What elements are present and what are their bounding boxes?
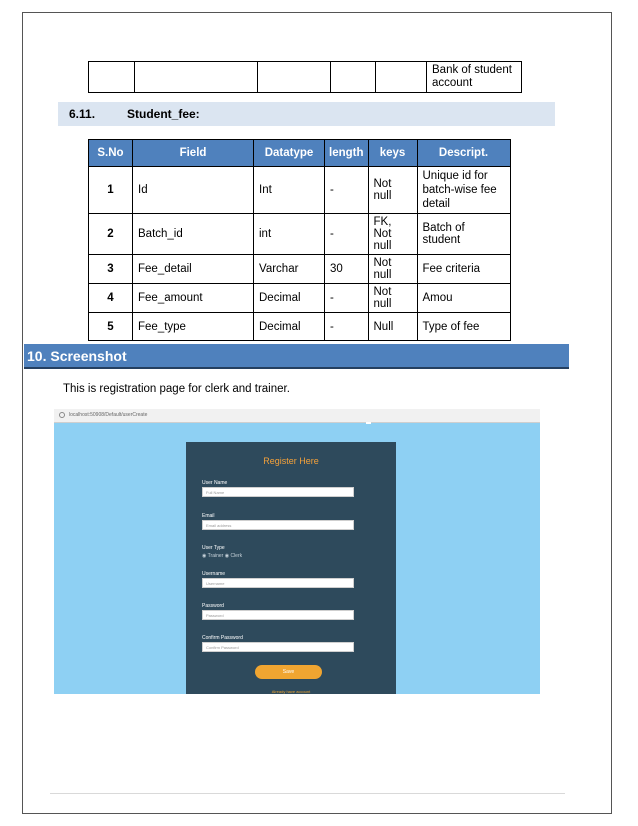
table-cell: Decimal	[254, 313, 325, 341]
table-cell: -	[325, 284, 369, 313]
section-title: Student_fee:	[127, 107, 200, 121]
table-row	[89, 214, 511, 255]
table-cell: -	[325, 313, 369, 341]
table-cell: 4	[89, 284, 133, 313]
table-row	[89, 62, 522, 93]
browser-address-bar	[54, 409, 540, 423]
table-cell: int	[254, 214, 325, 255]
section-number: 6.11.	[69, 107, 96, 121]
table-cell	[376, 62, 427, 93]
table-cell: Not null	[368, 255, 417, 284]
save-button[interactable]: Save	[255, 665, 322, 679]
table-cell: -	[325, 167, 369, 214]
column-header: S.No	[89, 140, 133, 167]
column-header: Datatype	[254, 140, 325, 167]
table-cell: Not null	[368, 284, 417, 313]
field-label: User Type	[202, 545, 225, 551]
table-cell: Varchar	[254, 255, 325, 284]
register-title: Register Here	[263, 456, 319, 466]
password-input[interactable]: Password	[202, 610, 354, 620]
table-cell: 2	[89, 214, 133, 255]
previous-table-tail	[88, 61, 522, 93]
column-header: keys	[368, 140, 417, 167]
section-heading	[58, 102, 555, 126]
column-header: Descript.	[417, 140, 510, 167]
footer-divider	[50, 793, 565, 794]
table-row	[89, 284, 511, 313]
table-cell	[331, 62, 376, 93]
table-cell: Decimal	[254, 284, 325, 313]
login-username-input[interactable]: Username	[202, 578, 354, 588]
field-label: Confirm Password	[202, 635, 243, 641]
table-cell: -	[325, 214, 369, 255]
table-cell: Fee_detail	[133, 255, 254, 284]
table-cell: Amou	[417, 284, 510, 313]
table-cell: Int	[254, 167, 325, 214]
email-input[interactable]: Email address	[202, 520, 354, 530]
table-row	[89, 313, 511, 341]
column-header: Field	[133, 140, 254, 167]
decorative-mark	[366, 422, 371, 424]
table-cell: Batch of student	[417, 214, 510, 255]
table-cell	[258, 62, 331, 93]
table-cell: Fee_type	[133, 313, 254, 341]
table-cell: Null	[368, 313, 417, 341]
table-cell: Batch_id	[133, 214, 254, 255]
user-type-radios[interactable]: ◉ Trainer ◉ Clerk	[202, 553, 243, 559]
table-cell: Fee_amount	[133, 284, 254, 313]
table-cell: Id	[133, 167, 254, 214]
student-fee-table	[88, 139, 511, 341]
table-cell: 30	[325, 255, 369, 284]
field-label: User Name	[202, 480, 228, 486]
table-cell: 1	[89, 167, 133, 214]
table-cell: Unique id for batch-wise fee detail	[417, 167, 510, 214]
table-cell: FK, Not null	[368, 214, 417, 255]
globe-icon	[59, 412, 65, 418]
heading-screenshot: 10. Screenshot	[24, 344, 569, 369]
confirm-password-input[interactable]: Confirm Password	[202, 642, 354, 652]
table-cell: Bank of student account	[427, 62, 522, 93]
url-text: localhost:50908/Default/userCreate	[69, 412, 148, 418]
field-label: Username	[202, 571, 226, 577]
caption: This is registration page for clerk and trainer.	[63, 383, 290, 395]
embedded-screenshot	[54, 409, 540, 694]
register-panel	[186, 442, 396, 694]
table-row	[89, 255, 511, 284]
table-row	[89, 167, 511, 214]
login-link[interactable]: Already have account	[271, 689, 311, 694]
table-cell: 5	[89, 313, 133, 341]
table-cell: Type of fee	[417, 313, 510, 341]
table-cell	[89, 62, 135, 93]
field-label: Email	[202, 513, 215, 519]
username-input[interactable]: Full Name	[202, 487, 354, 497]
column-header: length	[325, 140, 369, 167]
table-header-row	[89, 140, 511, 167]
table-cell: Fee criteria	[417, 255, 510, 284]
table-cell: Not null	[368, 167, 417, 214]
table-cell	[135, 62, 258, 93]
table-cell: 3	[89, 255, 133, 284]
field-label: Password	[202, 603, 224, 609]
